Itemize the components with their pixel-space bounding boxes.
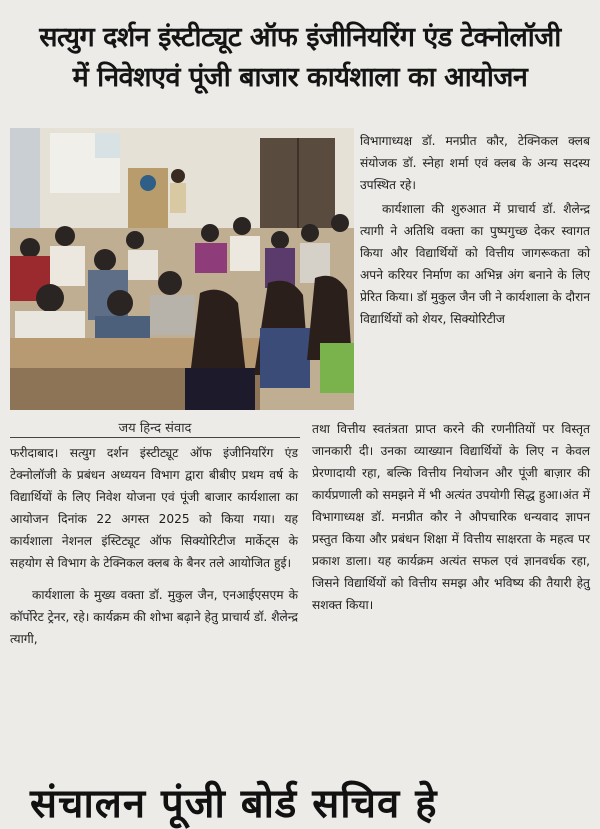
paragraph: विभागाध्यक्ष डॉ. मनप्रीत कौर, टेक्निकल क्लब संयोजक डॉ. स्नेहा शर्मा एवं क्लब के अन्य सदस्य उपस्थित रहे। xyxy=(360,134,590,192)
paragraph: कार्यशाला के मुख्य वक्ता डॉ. मुकुल जैन, एनआईएसएम के कॉर्पोरेट ट्रेनर, रहे। कार्यक्रम की शोभा बढ़ाने हेतु प्राचार्य डॉ. शैलेन्द्र त्यागी, xyxy=(10,588,298,646)
photo-caption: जय हिन्द संवाद xyxy=(118,421,192,436)
workshop-photo xyxy=(10,128,354,410)
article-column-right-bottom xyxy=(312,418,590,616)
article-headline xyxy=(0,18,600,98)
paragraph: तथा वित्तीय स्वतंत्रता प्राप्त करने की रणनीतियों पर विस्तृत जानकारी दी। उनका व्याख्यान विद्यार्थियों के लिए न केवल प्रेरणादायी रहा, बल्कि वित्तीय नियोजन और पूंजी बाज़ार की कार्यप्रणाली को समझने में भी अत्यंत उपयोगी सिद्ध हुआ।अंत में विभागाध्यक्ष डॉ. मनप्रीत कौर ने औपचारिक धन्यवाद ज्ञापन प्रस्तुत किया और प्रबंधन शिक्षा में वित्तीय साक्षरता के महत्व पर प्रकाश डाला। यह कार्यक्रम अत्यंत सफल एवं ज्ञानवर्धक रहा, जिसने विद्यार्थियों को वित्तीय समझ और भविष्य की तैयारी हेतु सशक्त किया। xyxy=(312,422,590,612)
headline-line-2: में निवेशएवं पूंजी बाजार कार्यशाला का आयोजन xyxy=(72,62,528,93)
paragraph: कार्यशाला की शुरुआत में प्राचार्य डॉ. शैलेन्द्र त्यागी ने अतिथि वक्ता का पुष्पगुच्छ देकर स्वागत किया और विद्यार्थियों को वित्तीय जागरूकता को अपने करियर निर्माण का अभिन्न अंग बनाने के लिए प्रेरित किया। डॉ मुकुल जैन जी ने कार्यशाला के दौरान विद्यार्थियों को शेयर, सिक्योरिटीज xyxy=(360,202,590,326)
article-column-left xyxy=(10,442,298,650)
article-column-right-top xyxy=(360,130,590,330)
caption-divider xyxy=(10,437,300,438)
headline-line-1: सत्युग दर्शन इंस्टीट्यूट ऑफ इंजीनियरिंग एंड टेक्नोलॉजी xyxy=(39,22,561,53)
next-headline-text: संचालन पूंजी बोर्ड सचिव हे xyxy=(30,781,438,827)
next-article-headline-fragment xyxy=(0,770,600,827)
paragraph: फरीदाबाद। सत्युग दर्शन इंस्टीट्यूट ऑफ इंजीनियरिंग एंड टेक्नोलॉजी के प्रबंधन अध्ययन विभाग द्वारा बीबीए प्रथम वर्ष के विद्यार्थियों के लिए निवेश योजना एवं पूंजी बाजार कार्यशाला का आयोजन दिनांक 22 अगस्त 2025 को किया गया। यह कार्यशाला नेशनल इंस्टिट्यूट ऑफ सिक्योरिटीज मार्केट्स के सहयोग से विभाग के टेक्निकल क्लब के बैनर तले आयोजित हुई। xyxy=(10,446,298,570)
